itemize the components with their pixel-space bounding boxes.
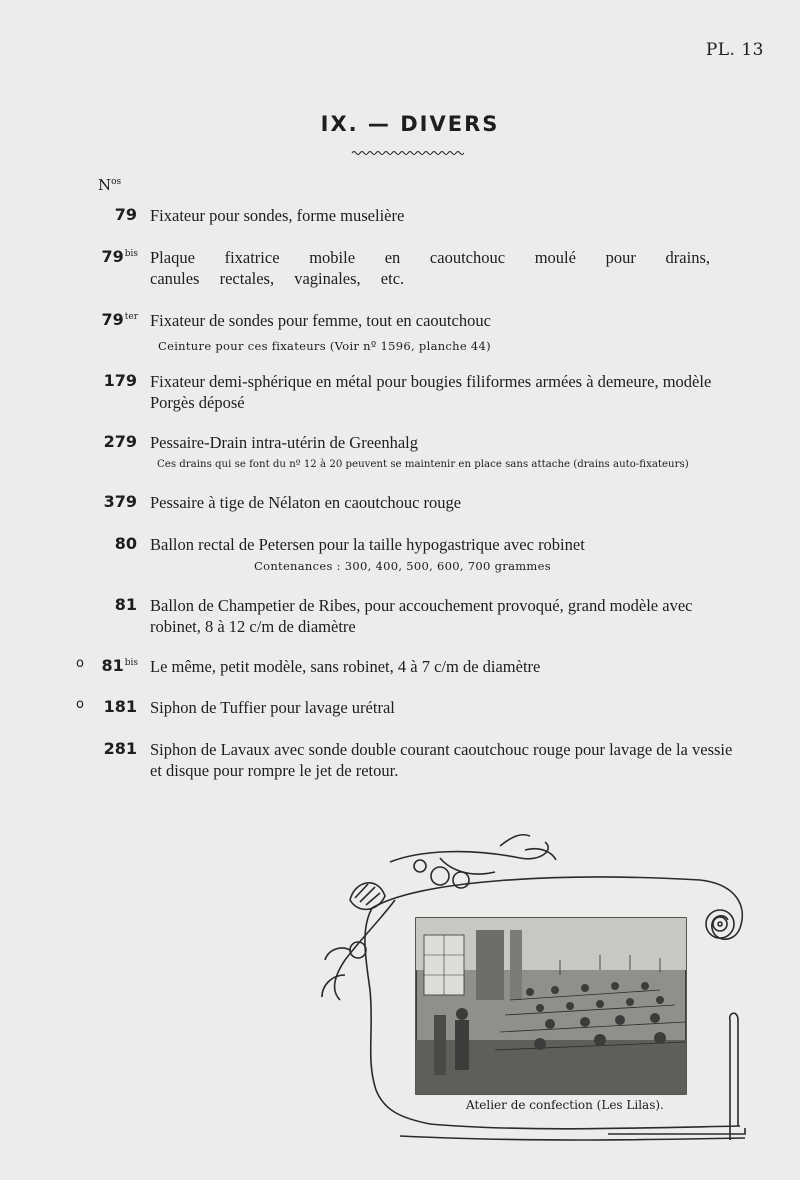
numbers-heading-base: N <box>98 176 112 194</box>
entry-description: Siphon de Tuffier pour lavage urétral <box>150 698 395 717</box>
entry-description: Ballon de Champetier de Ribes, pour accouchement provoqué, grand modèle avec robinet, 8 à 12 c/m de diamètre <box>150 596 693 636</box>
entry-bullet: o <box>76 656 84 671</box>
entry-description: Pessaire à tige de Nélaton en caoutchouc rouge <box>150 493 462 512</box>
entry-bullet: o <box>76 697 84 712</box>
entry-number-base: 79 <box>101 247 124 266</box>
entry-number-base: 279 <box>103 432 137 451</box>
entry-description: Fixateur pour sondes, forme muselière <box>150 206 405 225</box>
entry-description: Ballon rectal de Petersen pour la taille hypogastrique avec robinet <box>150 535 585 554</box>
entry-note: Contenances : 300, 400, 500, 600, 700 grammes <box>254 559 551 573</box>
entry-note: Ceinture pour ces fixateurs (Voir nº 1596, planche 44) <box>158 339 491 353</box>
entry-number-base: 81 <box>101 656 124 675</box>
entry-number-base: 79 <box>101 310 124 329</box>
numbers-heading-sup: os <box>111 177 122 187</box>
entry-description: Le même, petit modèle, sans robinet, 4 à 7 c/m de diamètre <box>150 657 541 676</box>
entry-number-base: 179 <box>103 371 137 390</box>
page-number: PL. 13 <box>705 40 764 60</box>
entry-number-base: 80 <box>114 534 137 553</box>
section-title: IX. — DIVERS <box>320 112 500 136</box>
entry-number-base: 181 <box>103 697 137 716</box>
entry-description: Plaque fixatrice mobile en caoutchouc moulé pour drains, canules rectales, vaginales, etc. <box>150 248 710 288</box>
entry-description: Siphon de Lavaux avec sonde double courant caoutchouc rouge pour lavage de la vessie et disque pour rompre le jet de retour. <box>150 740 733 780</box>
entry-number-base: 81 <box>114 595 137 614</box>
entry-number-base: 379 <box>103 492 137 511</box>
entry-number-base: 281 <box>103 739 137 758</box>
entry-note: Ces drains qui se font du nº 12 à 20 peuvent se maintenir en place sans attache (drains auto-fixateurs) <box>157 459 689 470</box>
illustration-caption: Atelier de confection (Les Lilas). <box>466 1098 664 1112</box>
entry-description: Fixateur de sondes pour femme, tout en caoutchouc <box>150 311 491 330</box>
entry-description: Fixateur demi-sphérique en métal pour bougies filiformes armées à demeure, modèle Porgès déposé <box>150 372 712 412</box>
entry-number-base: 79 <box>114 205 137 224</box>
entry-description: Pessaire-Drain intra-utérin de Greenhalg <box>150 433 419 452</box>
entry-number-sup: ter <box>124 312 138 322</box>
entry-number-sup: bis <box>124 249 138 259</box>
entry-number-sup: bis <box>124 658 138 668</box>
